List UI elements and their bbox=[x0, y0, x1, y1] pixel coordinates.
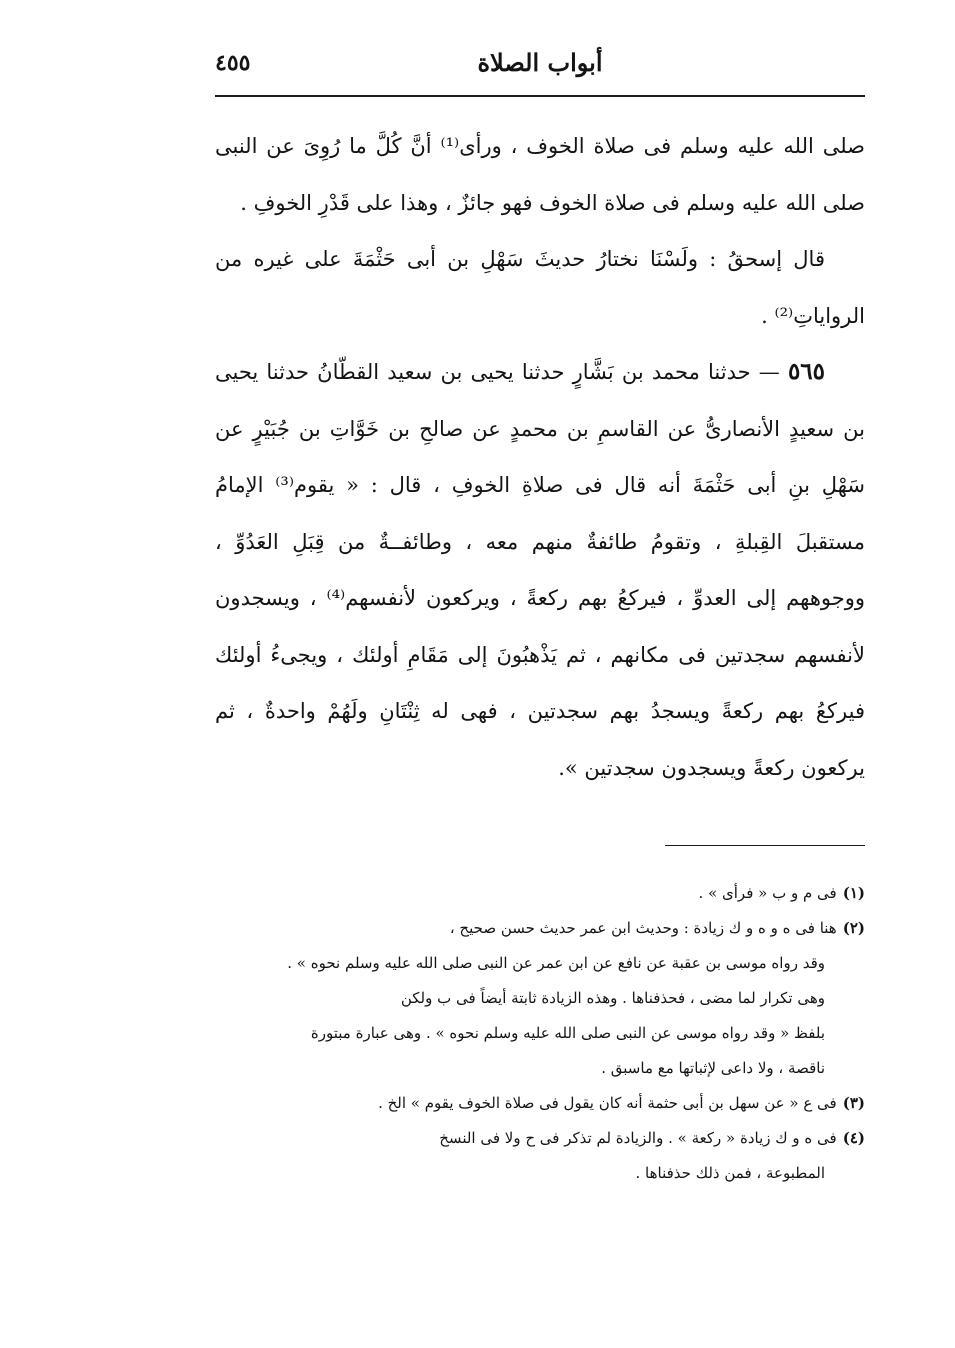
footnote-1 bbox=[215, 876, 865, 911]
footnote-2-line: ناقصة ، ولا داعى لإثباتها مع ماسبق . bbox=[601, 1059, 825, 1077]
header-divider bbox=[215, 95, 865, 97]
hadith-number: ٥٦٥ bbox=[787, 358, 825, 385]
footnote-3 bbox=[215, 1086, 865, 1121]
footnote-marker: (٤) bbox=[842, 1129, 865, 1147]
hadith-paragraph bbox=[215, 344, 865, 796]
footnote-4-line: المطبوعة ، فمن ذلك حذفناها . bbox=[635, 1164, 825, 1182]
footnote-2-line: بلفظ « وقد رواه موسى عن النبى صلى الله عليه وسلم نحوه » . وهى عبارة مبتورة bbox=[310, 1024, 825, 1042]
footnote-2 bbox=[215, 911, 865, 946]
footnote-text: فى م و ب « فرأى » . bbox=[698, 884, 837, 902]
footnote-marker: (٢) bbox=[842, 919, 865, 937]
paragraph-2: قال إسحقُ : ولَسْنَا نختارُ حديثَ سَهْلِ بن أبى حَثْمَةَ على غيره من الرواياتِ⁽²⁾ . bbox=[215, 247, 865, 328]
footnote-marker: (٣) bbox=[842, 1094, 865, 1112]
page-header bbox=[215, 42, 865, 92]
footnote-text: فى ع « عن سهل بن أبى حثمة أنه كان يقول فى صلاة الخوف يقوم » الخ . bbox=[378, 1094, 837, 1112]
footnote-divider bbox=[665, 845, 865, 846]
paragraph-1: صلى الله عليه وسلم فى صلاة الخوف ، ورأى⁽¹⁾ أنَّ كُلَّ ما رُوِىَ عن النبى صلى الله عليه وسلم فى صلاة الخوف فهو جائزٌ ، وهذا على قَدْرِ الخوفِ . bbox=[215, 134, 865, 215]
footnote-4 bbox=[215, 1121, 865, 1156]
footnote-marker: (١) bbox=[842, 884, 865, 902]
running-title: أبواب الصلاة bbox=[477, 48, 603, 77]
footnote-text: هنا فى ه و ه و ك زيادة : وحديث ابن عمر حديث حسن صحيح ، bbox=[449, 919, 837, 937]
footnote-2-line: وهى تكرار لما مضى ، فحذفناها . وهذه الزيادة ثابتة أيضاً فى ب ولكن bbox=[400, 989, 825, 1007]
main-text bbox=[215, 118, 865, 796]
hadith-text: — حدثنا محمد بن بَشَّارٍ حدثنا يحيى بن سعيد القطّانُ حدثنا يحيى بن سعيدٍ الأنصارىُّ عن القاسمِ بن محمدٍ عن صالحِ بن خَوَّاتِ بن جُبَيْرٍ عن سَهْلِ بنِ أبى حَثْمَةَ أنه قال فى صلاةِ الخوفِ ، قال : « يقوم⁽³⁾ الإمامُ مستقبلَ القِبلةِ ، وتقومُ طائفةٌ منهم معه ، وطائفــةٌ من قِبَلِ العَدُوِّ ، ووجوههم إلى العدوِّ ، فيركعُ بهم ركعةً ، ويركعون لأنفسهم⁽⁴⁾ ، ويسجدون لأنفسهم سجدتين فى مكانهم ، ثم يَذْهبُونَ إلى مَقَامِ أولئك ، ويجىءُ أولئك فيركعُ بهم ركعةً ويسجدُ بهم سجدتين ، فهى له ثِنْتَانِ ولَهُمْ واحدةٌ ، ثم يركعون ركعةً ويسجدون سجدتين ». bbox=[215, 360, 865, 780]
footnotes bbox=[215, 876, 865, 1191]
footnote-2-line: وقد رواه موسى بن عقبة عن نافع عن ابن عمر عن النبى صلى الله عليه وسلم نحوه » . bbox=[287, 954, 825, 972]
page-number: ٤٥٥ bbox=[215, 50, 251, 76]
footnote-text: فى ه و ك زيادة « ركعة » . والزيادة لم تذكر فى ح ولا فى النسخ bbox=[439, 1129, 837, 1147]
